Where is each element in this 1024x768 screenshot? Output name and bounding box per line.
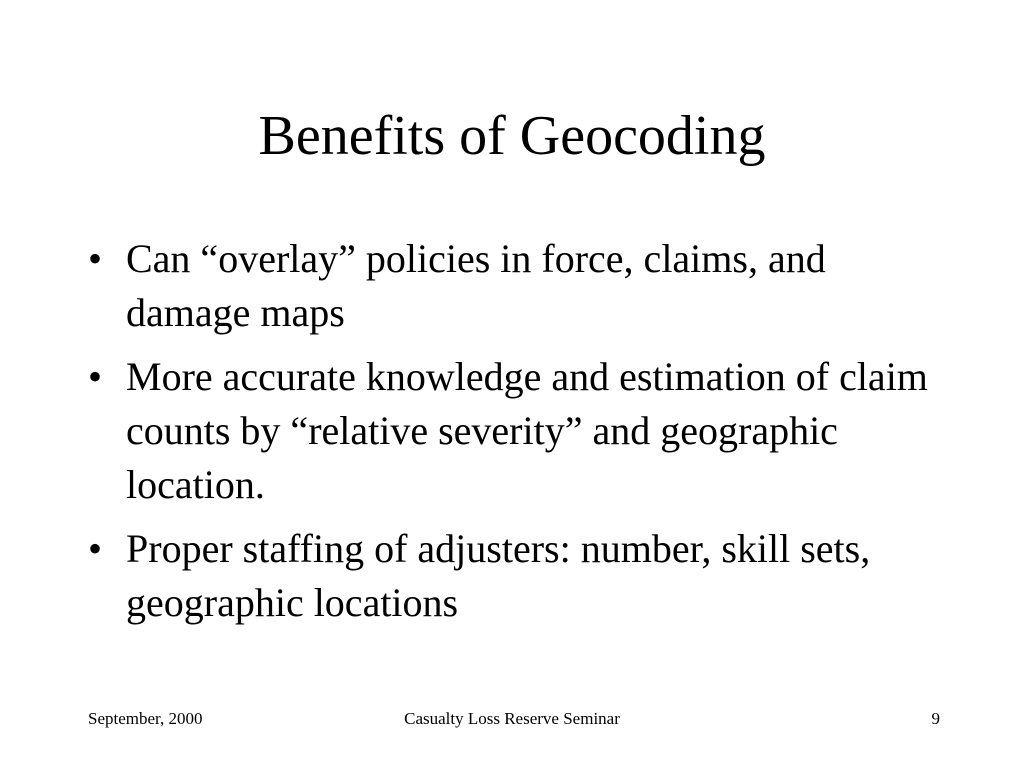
footer-page-number: 9: [931, 709, 940, 728]
bullet-dot-icon: •: [88, 236, 103, 281]
bullet-text: Can “overlay” policies in force, claims, and damage maps: [126, 236, 826, 335]
bullet-item: [88, 350, 948, 512]
bullet-text: Proper staffing of adjusters: number, skill sets, geographic locations: [126, 526, 871, 625]
bullet-item: [88, 232, 948, 340]
slide-title: Benefits of Geocoding: [258, 105, 766, 167]
bullet-text: More accurate knowledge and estimation of claim counts by “relative severity” and geographic location.: [126, 354, 928, 507]
bullet-dot-icon: •: [88, 354, 103, 399]
footer-title: Casualty Loss Reserve Seminar: [404, 709, 620, 728]
bullet-list: [88, 232, 948, 640]
bullet-dot-icon: •: [88, 526, 103, 571]
footer-date: September, 2000: [88, 709, 203, 728]
bullet-item: [88, 522, 948, 630]
